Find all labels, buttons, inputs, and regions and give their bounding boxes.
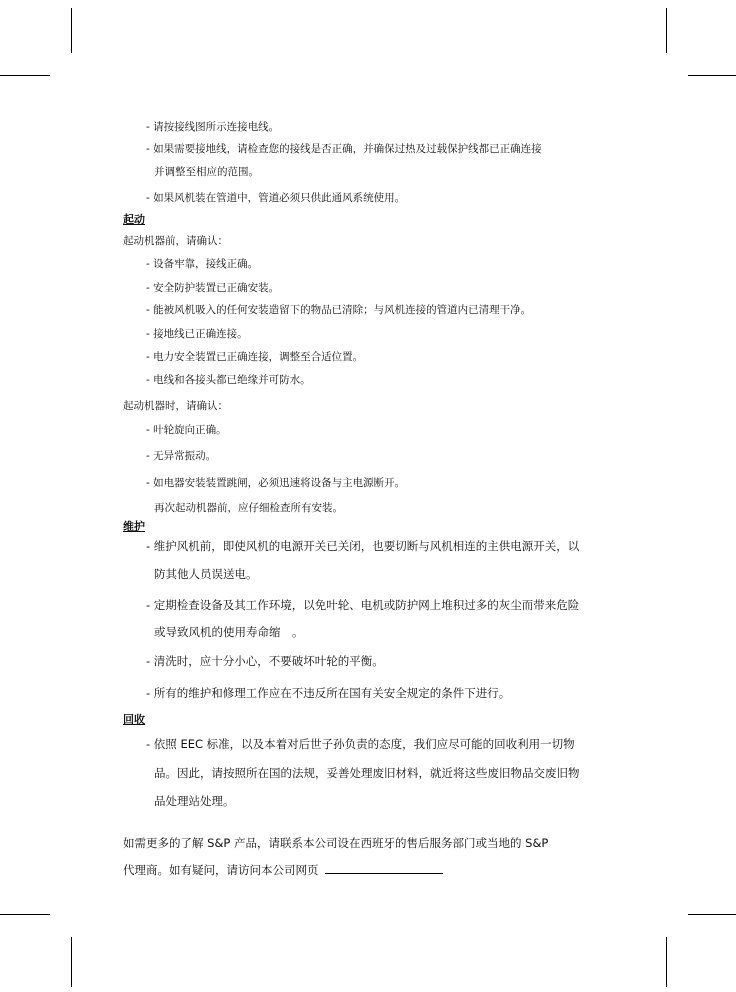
maintenance-bullet-4: - 所有的维护和修理工作应在不违反所在国有关安全规定的条件下进行。 (146, 686, 511, 700)
footer-line-2 (123, 862, 443, 877)
install-bullet-3: - 如果风机装在管道中，管道必须只供此通风系统使用。 (146, 192, 406, 204)
crop-mark-top-left-horizontal (0, 75, 50, 76)
maintenance-bullet-1-cont: 防其他人员误送电。 (154, 567, 258, 581)
startup-during-item: - 如电器安装装置跳闸，必须迅速将设备与主电源断开。 (146, 477, 406, 489)
startup-before-intro: 起动机器前，请确认： (123, 235, 228, 247)
startup-before-item: - 电力安全装置已正确连接，调整至合适位置。 (146, 351, 364, 363)
startup-during-item: - 叶轮旋向正确。 (146, 424, 227, 436)
startup-during-cont: 再次起动机器前，应仔细检查所有安装。 (154, 502, 343, 514)
crop-mark-bottom-left-vertical (71, 937, 72, 987)
startup-during-item: - 无异常振动。 (146, 450, 217, 462)
startup-during-intro: 起动机器时，请确认： (123, 400, 228, 412)
footer-line-1: 如需更多的了解 S&P 产品，请联系本公司设在西班牙的售后服务部门或当地的 S&P (123, 836, 549, 850)
crop-mark-bottom-right-horizontal (688, 914, 736, 915)
startup-heading: 起动 (123, 213, 145, 226)
crop-mark-top-left-vertical (71, 8, 72, 53)
startup-before-item: - 电线和各接头都已绝缘并可防水。 (146, 374, 311, 386)
startup-before-item: - 接地线已正确连接。 (146, 328, 248, 340)
crop-mark-top-right-vertical (666, 8, 667, 53)
maintenance-bullet-2: - 定期检查设备及其工作环境，以免叶轮、电机或防护网上堆积过多的灰尘而带来危险 (146, 598, 580, 612)
maintenance-heading: 维护 (123, 520, 145, 533)
install-bullet-2-cont: 并调整至相应的范围。 (154, 166, 259, 178)
recycling-bullet-1-cont2: 品处理站处理。 (154, 794, 235, 808)
install-bullet-1: - 请按接线图所示连接电线。 (146, 121, 280, 133)
crop-mark-bottom-left-horizontal (0, 914, 50, 915)
install-bullet-2: - 如果需要接地线，请检查您的接线是否正确，并确保过热及过载保护线都已正确连接 (146, 143, 542, 155)
crop-mark-bottom-right-vertical (666, 937, 667, 987)
recycling-bullet-1: - 依照 EEC 标准，以及本着对后世子孙负责的态度，我们应尽可能的回收利用一切物 (146, 737, 575, 751)
maintenance-bullet-3: - 清洗时，应十分小心，不要破坏叶轮的平衡。 (146, 654, 384, 668)
crop-mark-top-right-horizontal (688, 75, 736, 76)
recycling-bullet-1-cont: 品。因此，请按照所在国的法规，妥善处理废旧材料，就近将这些废旧物品交废旧物 (154, 766, 580, 780)
startup-before-item: - 安全防护装置已正确安装。 (146, 282, 280, 294)
maintenance-bullet-1: - 维护风机前，即使风机的电源开关已关闭，也要切断与风机相连的主供电源开关，以 (146, 539, 580, 553)
maintenance-bullet-2-cont: 或导致风机的使用寿命缩 。 (154, 625, 304, 639)
recycling-heading: 回收 (123, 713, 145, 726)
startup-before-item: - 设备牢靠，接线正确。 (146, 258, 259, 270)
footer-line-2-text: 代理商。如有疑问，请访问本公司网页 (123, 863, 319, 877)
startup-before-item: - 能被风机吸入的任何安装造留下的物品已清除；与风机连接的管道内已清理干净。 (146, 304, 532, 316)
website-blank-line (325, 862, 443, 874)
